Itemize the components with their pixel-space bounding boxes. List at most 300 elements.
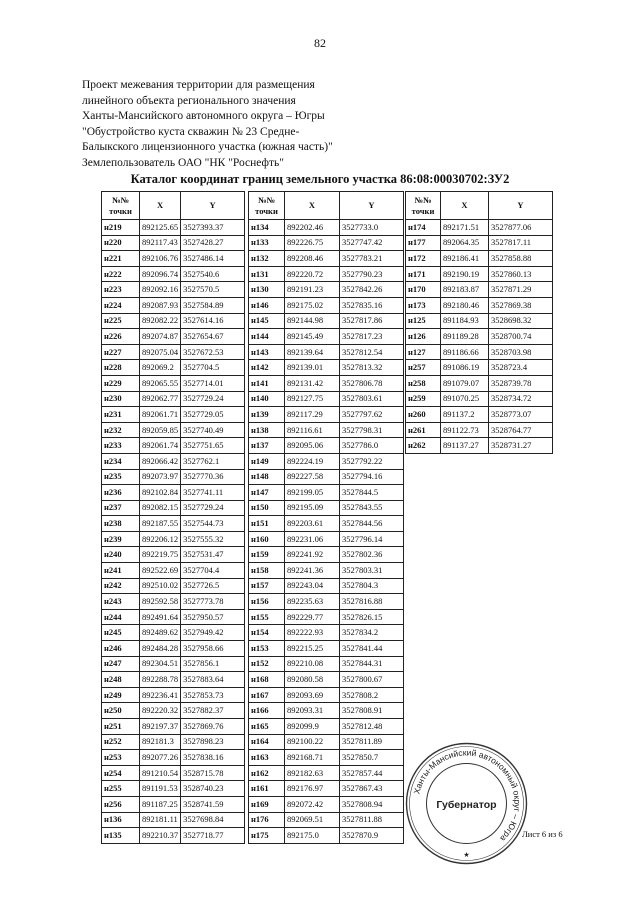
- table-row: [102, 609, 245, 625]
- x-cell: 892066.42: [140, 453, 181, 469]
- point-cell: н169: [249, 796, 285, 812]
- y-cell: 3527531.47: [181, 547, 245, 563]
- table-row: [102, 453, 245, 469]
- table-row: [249, 812, 404, 828]
- x-cell: 892199.05: [285, 485, 340, 501]
- x-cell: 892224.19: [285, 453, 340, 469]
- point-cell: н151: [249, 516, 285, 532]
- column-header-point: №№ точки: [249, 192, 285, 220]
- point-cell: н249: [102, 687, 140, 703]
- point-cell: н133: [249, 235, 285, 251]
- table-row: [249, 547, 404, 563]
- table-row: [102, 641, 245, 657]
- point-cell: н142: [249, 360, 285, 376]
- y-cell: 3527877.06: [489, 220, 553, 236]
- y-cell: 3528773.07: [489, 407, 553, 423]
- x-cell: 891191.53: [140, 781, 181, 797]
- y-cell: 3527856.1: [181, 656, 245, 672]
- y-cell: 3527869.38: [489, 297, 553, 313]
- point-cell: н252: [102, 734, 140, 750]
- point-cell: н149: [249, 453, 285, 469]
- table-row: [102, 438, 245, 454]
- table-row: [249, 609, 404, 625]
- x-cell: 892117.29: [285, 407, 340, 423]
- sheet-label: Лист 6 из 6: [522, 829, 563, 839]
- y-cell: 3527614.16: [181, 313, 245, 329]
- column-header-point: №№ точки: [102, 192, 140, 220]
- x-cell: 892062.77: [140, 391, 181, 407]
- table-row: [406, 344, 553, 360]
- point-cell: н247: [102, 656, 140, 672]
- table-row: [406, 251, 553, 267]
- table-row: [102, 594, 245, 610]
- page-number: 82: [314, 36, 326, 50]
- table-row: [249, 469, 404, 485]
- y-cell: 3527726.5: [181, 578, 245, 594]
- x-cell: 892210.08: [285, 656, 340, 672]
- point-cell: н220: [102, 235, 140, 251]
- point-cell: н251: [102, 719, 140, 735]
- table-row: [249, 625, 404, 641]
- point-cell: н135: [102, 828, 140, 844]
- y-cell: 3527773.78: [181, 594, 245, 610]
- table-row: [102, 485, 245, 501]
- y-cell: 3527826.15: [340, 609, 404, 625]
- x-cell: 892073.97: [140, 469, 181, 485]
- y-cell: 3527844.56: [340, 516, 404, 532]
- coordinates-table-2: [248, 191, 404, 844]
- point-cell: н235: [102, 469, 140, 485]
- point-cell: н254: [102, 765, 140, 781]
- x-cell: 892069.51: [285, 812, 340, 828]
- table-row: [102, 407, 245, 423]
- x-cell: 892065.55: [140, 375, 181, 391]
- x-cell: 892093.69: [285, 687, 340, 703]
- point-cell: н223: [102, 282, 140, 298]
- column-header-y: Y: [181, 192, 245, 220]
- table-row: [249, 220, 404, 236]
- point-cell: н166: [249, 703, 285, 719]
- column-header-point: №№ точки: [406, 192, 441, 220]
- x-cell: 891070.25: [441, 391, 489, 407]
- table-header-row: [406, 192, 553, 220]
- table-row: [249, 594, 404, 610]
- y-cell: 3527770.36: [181, 469, 245, 485]
- table-row: [102, 329, 245, 345]
- point-cell: н257: [406, 360, 441, 376]
- point-cell: н259: [406, 391, 441, 407]
- point-cell: н125: [406, 313, 441, 329]
- x-cell: 891122.73: [441, 422, 489, 438]
- y-cell: 3527838.16: [181, 750, 245, 766]
- header-line: Ханты-Мансийского автономного округа – Югры: [82, 110, 325, 123]
- point-cell: н243: [102, 594, 140, 610]
- table-row: [249, 578, 404, 594]
- table-row: [249, 282, 404, 298]
- x-cell: 891137.27: [441, 438, 489, 454]
- coordinates-table-3: [405, 191, 553, 454]
- x-cell: 892082.22: [140, 313, 181, 329]
- y-cell: 3527950.57: [181, 609, 245, 625]
- table-row: [102, 344, 245, 360]
- table-row: [102, 313, 245, 329]
- table-row: [102, 516, 245, 532]
- y-cell: 3527762.1: [181, 453, 245, 469]
- point-cell: н222: [102, 266, 140, 282]
- x-cell: 892243.04: [285, 578, 340, 594]
- y-cell: 3527812.48: [340, 719, 404, 735]
- point-cell: н167: [249, 687, 285, 703]
- y-cell: 3528764.77: [489, 422, 553, 438]
- y-cell: 3528703.98: [489, 344, 553, 360]
- x-cell: 892145.49: [285, 329, 340, 345]
- point-cell: н258: [406, 375, 441, 391]
- table-row: [249, 781, 404, 797]
- point-cell: н234: [102, 453, 140, 469]
- x-cell: 892186.41: [441, 251, 489, 267]
- y-cell: 3527844.5: [340, 485, 404, 501]
- table-row: [102, 220, 245, 236]
- table-row: [406, 266, 553, 282]
- y-cell: 3527883.64: [181, 672, 245, 688]
- point-cell: н140: [249, 391, 285, 407]
- y-cell: 3527958.66: [181, 641, 245, 657]
- table-row: [249, 485, 404, 501]
- x-cell: 891187.25: [140, 796, 181, 812]
- point-cell: н232: [102, 422, 140, 438]
- x-cell: 892059.85: [140, 422, 181, 438]
- y-cell: 3527802.36: [340, 547, 404, 563]
- table-row: [249, 360, 404, 376]
- table-row: [406, 438, 553, 454]
- table-header-row: [102, 192, 245, 220]
- y-cell: 3527704.5: [181, 360, 245, 376]
- point-cell: н261: [406, 422, 441, 438]
- point-cell: н224: [102, 297, 140, 313]
- table-row: [406, 220, 553, 236]
- x-cell: 892175.0: [285, 828, 340, 844]
- x-cell: 892168.71: [285, 750, 340, 766]
- table-row: [102, 235, 245, 251]
- y-cell: 3527654.67: [181, 329, 245, 345]
- x-cell: 892304.51: [140, 656, 181, 672]
- x-cell: 892227.58: [285, 469, 340, 485]
- table-row: [249, 438, 404, 454]
- x-cell: 892093.31: [285, 703, 340, 719]
- table-row: [102, 781, 245, 797]
- table-row: [406, 375, 553, 391]
- table-row: [102, 360, 245, 376]
- point-cell: н228: [102, 360, 140, 376]
- x-cell: 892175.02: [285, 297, 340, 313]
- point-cell: н134: [249, 220, 285, 236]
- y-cell: 3527790.23: [340, 266, 404, 282]
- y-cell: 3527796.14: [340, 531, 404, 547]
- x-cell: 892522.69: [140, 563, 181, 579]
- table-row: [102, 563, 245, 579]
- y-cell: 3527844.31: [340, 656, 404, 672]
- table-row: [102, 703, 245, 719]
- point-cell: н246: [102, 641, 140, 657]
- table-row: [249, 516, 404, 532]
- table-row: [249, 703, 404, 719]
- y-cell: 3527804.3: [340, 578, 404, 594]
- x-cell: 892222.93: [285, 625, 340, 641]
- y-cell: 3527540.6: [181, 266, 245, 282]
- y-cell: 3527544.73: [181, 516, 245, 532]
- column-header-y: Y: [340, 192, 404, 220]
- y-cell: 3527850.7: [340, 750, 404, 766]
- column-header-x: X: [285, 192, 340, 220]
- x-cell: 892181.11: [140, 812, 181, 828]
- x-cell: 892197.37: [140, 719, 181, 735]
- point-cell: н150: [249, 500, 285, 516]
- table-row: [249, 734, 404, 750]
- point-cell: н155: [249, 609, 285, 625]
- point-cell: н221: [102, 251, 140, 267]
- x-cell: 892208.46: [285, 251, 340, 267]
- point-cell: н148: [249, 469, 285, 485]
- table-header-row: [249, 192, 404, 220]
- point-cell: н219: [102, 220, 140, 236]
- y-cell: 3527555.32: [181, 531, 245, 547]
- point-cell: н145: [249, 313, 285, 329]
- point-cell: н231: [102, 407, 140, 423]
- x-cell: 892131.42: [285, 375, 340, 391]
- x-cell: 892139.64: [285, 344, 340, 360]
- x-cell: 892288.78: [140, 672, 181, 688]
- y-cell: 3527733.0: [340, 220, 404, 236]
- y-cell: 3527898.23: [181, 734, 245, 750]
- table-row: [102, 391, 245, 407]
- point-cell: н230: [102, 391, 140, 407]
- x-cell: 891079.07: [441, 375, 489, 391]
- point-cell: н154: [249, 625, 285, 641]
- x-cell: 892219.75: [140, 547, 181, 563]
- table-row: [102, 734, 245, 750]
- y-cell: 3527747.42: [340, 235, 404, 251]
- table-row: [102, 469, 245, 485]
- table-row: [102, 531, 245, 547]
- x-cell: 892489.62: [140, 625, 181, 641]
- table-row: [249, 407, 404, 423]
- table-row: [102, 828, 245, 844]
- x-cell: 892182.63: [285, 765, 340, 781]
- x-cell: 892176.97: [285, 781, 340, 797]
- x-cell: 892171.51: [441, 220, 489, 236]
- point-cell: н146: [249, 297, 285, 313]
- y-cell: 3527729.24: [181, 500, 245, 516]
- x-cell: 892064.35: [441, 235, 489, 251]
- x-cell: 892215.25: [285, 641, 340, 657]
- point-cell: н226: [102, 329, 140, 345]
- seal-ring-text: Ханты-Мансийский автономный округ – Югра: [411, 747, 523, 844]
- x-cell: 892484.28: [140, 641, 181, 657]
- x-cell: 892203.61: [285, 516, 340, 532]
- y-cell: 3527808.2: [340, 687, 404, 703]
- y-cell: 3527740.49: [181, 422, 245, 438]
- table-row: [102, 578, 245, 594]
- y-cell: 3527797.62: [340, 407, 404, 423]
- x-cell: 892220.72: [285, 266, 340, 282]
- table-row: [249, 563, 404, 579]
- x-cell: 892181.3: [140, 734, 181, 750]
- y-cell: 3527811.88: [340, 812, 404, 828]
- y-cell: 3527800.67: [340, 672, 404, 688]
- point-cell: н244: [102, 609, 140, 625]
- y-cell: 3527584.89: [181, 297, 245, 313]
- table-row: [249, 656, 404, 672]
- y-cell: 3527714.01: [181, 375, 245, 391]
- y-cell: 3527867.43: [340, 781, 404, 797]
- x-cell: 892210.37: [140, 828, 181, 844]
- y-cell: 3527792.22: [340, 453, 404, 469]
- point-cell: н241: [102, 563, 140, 579]
- y-cell: 3527811.89: [340, 734, 404, 750]
- point-cell: н170: [406, 282, 441, 298]
- table-row: [102, 719, 245, 735]
- point-cell: н162: [249, 765, 285, 781]
- table-row: [249, 687, 404, 703]
- point-cell: н165: [249, 719, 285, 735]
- x-cell: 892096.74: [140, 266, 181, 282]
- x-cell: 892139.01: [285, 360, 340, 376]
- document-header: [82, 78, 333, 172]
- governor-seal: [404, 741, 529, 866]
- point-cell: н172: [406, 251, 441, 267]
- table-row: [249, 313, 404, 329]
- y-cell: 3527858.88: [489, 251, 553, 267]
- table-row: [102, 500, 245, 516]
- table-row: [249, 329, 404, 345]
- x-cell: 892241.92: [285, 547, 340, 563]
- y-cell: 3527794.16: [340, 469, 404, 485]
- y-cell: 3527816.88: [340, 594, 404, 610]
- x-cell: 892117.43: [140, 235, 181, 251]
- x-cell: 891210.54: [140, 765, 181, 781]
- point-cell: н163: [249, 750, 285, 766]
- point-cell: н136: [102, 812, 140, 828]
- x-cell: 892099.9: [285, 719, 340, 735]
- y-cell: 3528700.74: [489, 329, 553, 345]
- y-cell: 3527718.77: [181, 828, 245, 844]
- column-header-x: X: [441, 192, 489, 220]
- header-line: "Обустройство куста скважин № 23 Средне-: [82, 125, 300, 138]
- table-row: [102, 687, 245, 703]
- table-row: [249, 500, 404, 516]
- point-cell: н239: [102, 531, 140, 547]
- x-cell: 892095.06: [285, 438, 340, 454]
- y-cell: 3527870.9: [340, 828, 404, 844]
- table-row: [406, 282, 553, 298]
- y-cell: 3527803.31: [340, 563, 404, 579]
- point-cell: н157: [249, 578, 285, 594]
- point-cell: н245: [102, 625, 140, 641]
- table-row: [249, 375, 404, 391]
- y-cell: 3528715.78: [181, 765, 245, 781]
- table-row: [102, 812, 245, 828]
- y-cell: 3527704.4: [181, 563, 245, 579]
- point-cell: н141: [249, 375, 285, 391]
- seal-star-icon: ★: [463, 851, 470, 859]
- point-cell: н233: [102, 438, 140, 454]
- table-row: [406, 297, 553, 313]
- x-cell: 892100.22: [285, 734, 340, 750]
- y-cell: 3527817.23: [340, 329, 404, 345]
- point-cell: н227: [102, 344, 140, 360]
- point-cell: н173: [406, 297, 441, 313]
- table-row: [102, 750, 245, 766]
- y-cell: 3527798.31: [340, 422, 404, 438]
- x-cell: 892187.55: [140, 516, 181, 532]
- x-cell: 892190.19: [441, 266, 489, 282]
- table-row: [249, 672, 404, 688]
- table-row: [249, 235, 404, 251]
- x-cell: 892061.74: [140, 438, 181, 454]
- table-row: [249, 531, 404, 547]
- point-cell: н153: [249, 641, 285, 657]
- point-cell: н152: [249, 656, 285, 672]
- y-cell: 3527882.37: [181, 703, 245, 719]
- point-cell: н131: [249, 266, 285, 282]
- y-cell: 3527812.54: [340, 344, 404, 360]
- point-cell: н130: [249, 282, 285, 298]
- column-header-y: Y: [489, 192, 553, 220]
- x-cell: 892241.36: [285, 563, 340, 579]
- point-cell: н256: [102, 796, 140, 812]
- point-cell: н126: [406, 329, 441, 345]
- point-cell: н176: [249, 812, 285, 828]
- x-cell: 892229.77: [285, 609, 340, 625]
- point-cell: н156: [249, 594, 285, 610]
- header-line: Проект межевания территории для размещения: [82, 79, 315, 91]
- point-cell: н132: [249, 251, 285, 267]
- y-cell: 3527486.14: [181, 251, 245, 267]
- table-row: [249, 344, 404, 360]
- point-cell: н262: [406, 438, 441, 454]
- y-cell: 3527860.13: [489, 266, 553, 282]
- x-cell: 892510.02: [140, 578, 181, 594]
- point-cell: н177: [406, 235, 441, 251]
- point-cell: н160: [249, 531, 285, 547]
- point-cell: н144: [249, 329, 285, 345]
- point-cell: н147: [249, 485, 285, 501]
- table-row: [406, 422, 553, 438]
- point-cell: н143: [249, 344, 285, 360]
- y-cell: 3527570.5: [181, 282, 245, 298]
- point-cell: н260: [406, 407, 441, 423]
- coordinates-table-1: [101, 191, 245, 844]
- y-cell: 3527817.11: [489, 235, 553, 251]
- x-cell: 892092.16: [140, 282, 181, 298]
- table-row: [102, 422, 245, 438]
- y-cell: 3527869.76: [181, 719, 245, 735]
- point-cell: н158: [249, 563, 285, 579]
- x-cell: 892087.93: [140, 297, 181, 313]
- x-cell: 892072.42: [285, 796, 340, 812]
- table-row: [406, 313, 553, 329]
- x-cell: 891186.66: [441, 344, 489, 360]
- table-row: [249, 297, 404, 313]
- x-cell: 892144.98: [285, 313, 340, 329]
- point-cell: н255: [102, 781, 140, 797]
- y-cell: 3527808.94: [340, 796, 404, 812]
- point-cell: н225: [102, 313, 140, 329]
- x-cell: 891137.2: [441, 407, 489, 423]
- table-row: [249, 765, 404, 781]
- y-cell: 3527841.44: [340, 641, 404, 657]
- point-cell: н238: [102, 516, 140, 532]
